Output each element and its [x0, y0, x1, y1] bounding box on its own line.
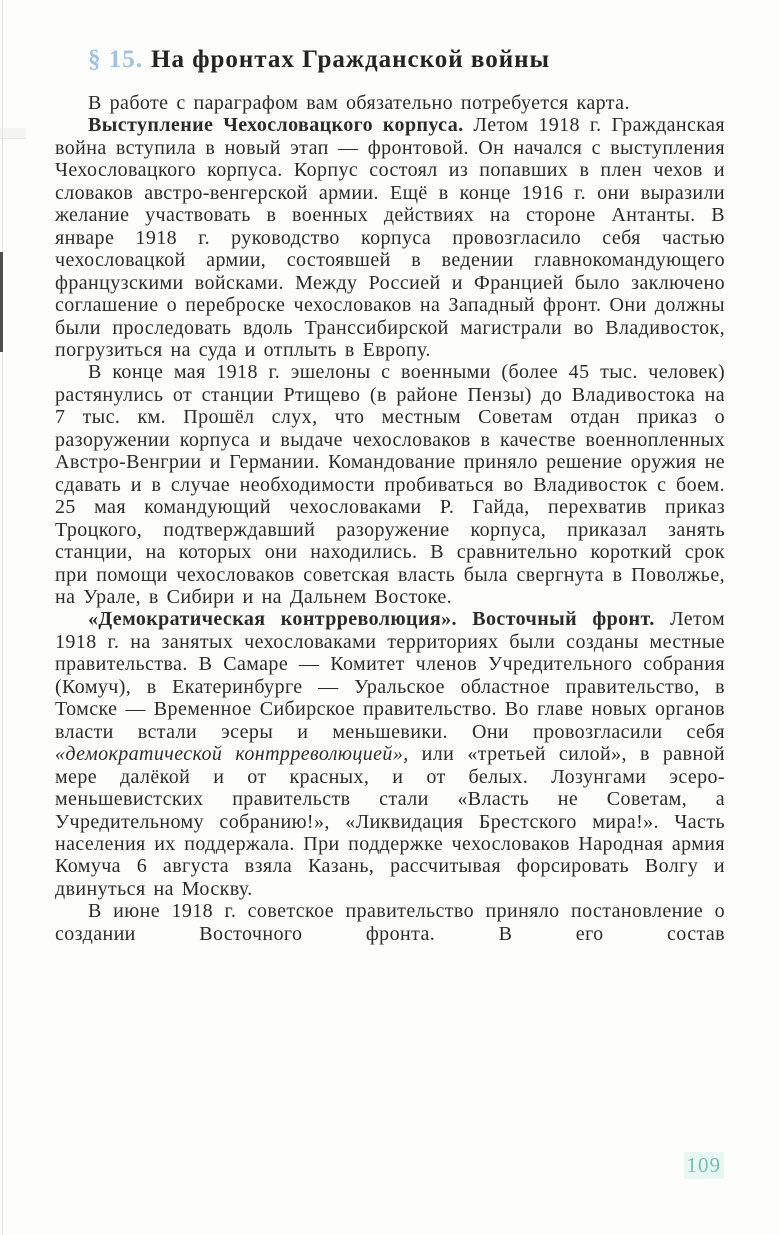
bold-run: «Демократическая контрреволюция». Восточный фронт. — [88, 608, 670, 631]
italic-run: «демократической контрреволюцией» — [55, 743, 404, 766]
text-run: , или «третьей силой», в равной мере далёкой и от красных, и от белых. Лозунгами эсеро-меньшевистских правительств стали «Власть не Советам, а Учредительному собранию!», «Ликвидация Брестского мира!». Часть населения их поддержала. При поддержке чехословаков Народная армия Комуча 6 августа взяла Казань, рассчитывая форсировать Волгу и двинуться на Москву. — [55, 743, 725, 900]
section-number: § 15. — [88, 46, 143, 73]
paragraph — [55, 114, 725, 361]
paragraph — [55, 361, 725, 608]
text-run: Летом 1918 г. Гражданская война вступила в новый этап — фронтовой. Он начался с выступления Чехословацкого корпуса. Корпус состоял из попавших в плен чехов и словаков австро-венгерской армии. Ещё в конце 1916 г. они выразили желание участвовать в военных действиях на стороне Антанты. В январе 1918 г. руководство корпуса провозгласило себя частью чехословацкой армии, состоявшей в ведении главнокомандующего французскими войсками. Между Россией и Францией было заключено соглашение о переброске чехословаков на Западный фронт. Они должны были проследовать вдоль Транссибирской магистрали во Владивосток, погрузиться на суда и отплыть в Европу. — [55, 114, 725, 361]
paragraph — [55, 900, 725, 945]
text-run: Летом 1918 г. на занятых чехословаками территориях были созданы местные правительства. В Самаре — Комитет членов Учредительного собрания (Комуч), в Екатеринбурге — Уральское областное правительство, в Томске — Временное Сибирское правительство. Во главе новых органов власти встали эсеры и меньшевики. Они провозгласили себя — [55, 608, 725, 743]
text-run: В конце мая 1918 г. эшелоны с военными (более 45 тыс. человек) растянулись от станции Ртищево (в районе Пензы) до Владивостока на 7 тыс. км. Прошёл слух, что местным Советам отдан приказ о разоружении корпуса и выдаче чехословаков в качестве военнопленных Австро-Венгрии и Германии. Командование приняло решение оружия не сдавать и в случае необходимости пробиваться во Владивосток с боем. 25 мая командующий чехословаками Р. Гайда, перехватив приказ Троцкого, подтверждавший разоружение корпуса, приказал занять станции, на которых они находились. В сравнительно короткий срок при помощи чехословаков советская власть была свергнута в Поволжье, на Урале, в Сибири и на Дальнем Востоке. — [55, 361, 725, 608]
scan-edge-artifact — [0, 252, 3, 352]
page-number: 109 — [684, 1152, 725, 1179]
paragraph — [55, 92, 725, 114]
bold-run: Выступление Чехословацкого корпуса. — [88, 114, 474, 137]
text-run: В работе с параграфом вам обязательно потребуется карта. — [88, 92, 630, 114]
scan-notch-artifact — [0, 128, 26, 139]
paragraph — [55, 608, 725, 900]
scan-edge-line — [2, 0, 3, 1235]
article-body — [55, 92, 725, 945]
section-title: На фронтах Гражданской войны — [151, 46, 551, 73]
section-heading — [55, 46, 725, 74]
text-run: В июне 1918 г. советское правительство приняло постановление о создании Восточного фронта. В его состав — [55, 900, 725, 945]
